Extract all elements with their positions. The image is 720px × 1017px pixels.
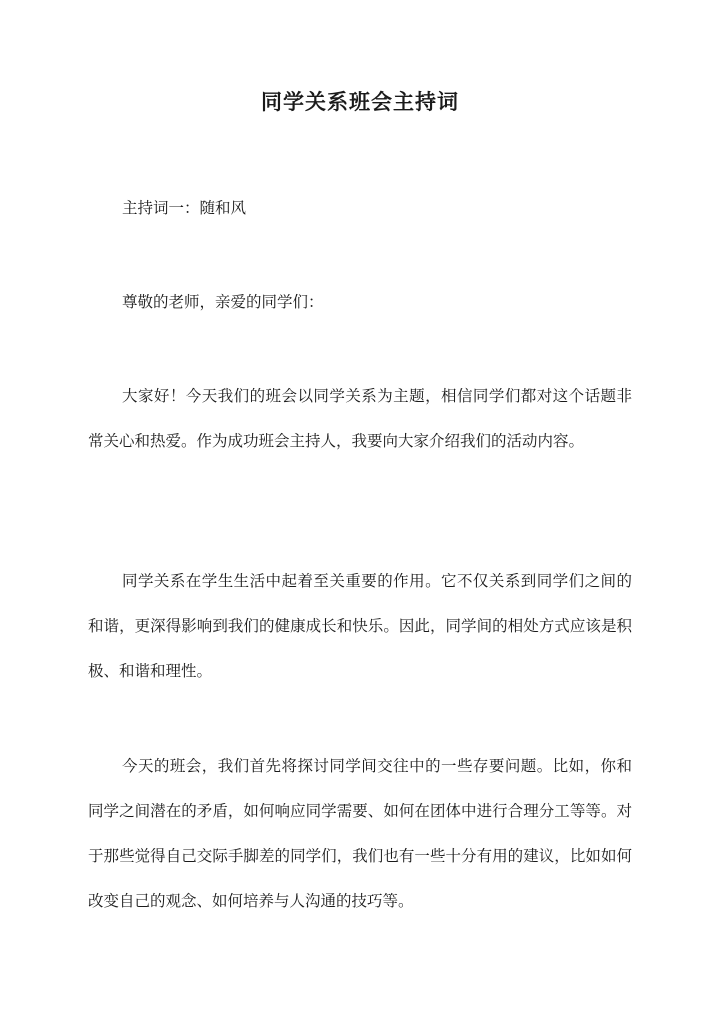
paragraph-host-label: 主持词一：随和风 [122,199,247,217]
paragraph-introduction: 大家好！今天我们的班会以同学关系为主题，相信同学们都对这个话题非常关心和热爱。作为成功班会主持人，我要向大家介绍我们的活动内容。 [88,387,632,450]
document-title: 同学关系班会主持词 [261,89,459,114]
paragraph-greeting: 尊敬的老师，亲爱的同学们： [122,293,324,311]
paragraph-importance: 同学关系在学生生活中起着至关重要的作用。它不仅关系到同学们之间的和谐，更深得影响到我们的健康成长和快乐。因此，同学间的相处方式应该是积极、和谐和理性。 [88,572,632,680]
paragraph-agenda: 今天的班会，我们首先将探讨同学间交往中的一些存要问题。比如，你和同学之间潜在的矛盾，如何响应同学需要、如何在团体中进行合理分工等等。对于那些觉得自己交际手脚差的同学们，我们也有一些十分有用的建议，比如如何改变自己的观念、如何培养与人沟通的技巧等。 [88,757,632,910]
